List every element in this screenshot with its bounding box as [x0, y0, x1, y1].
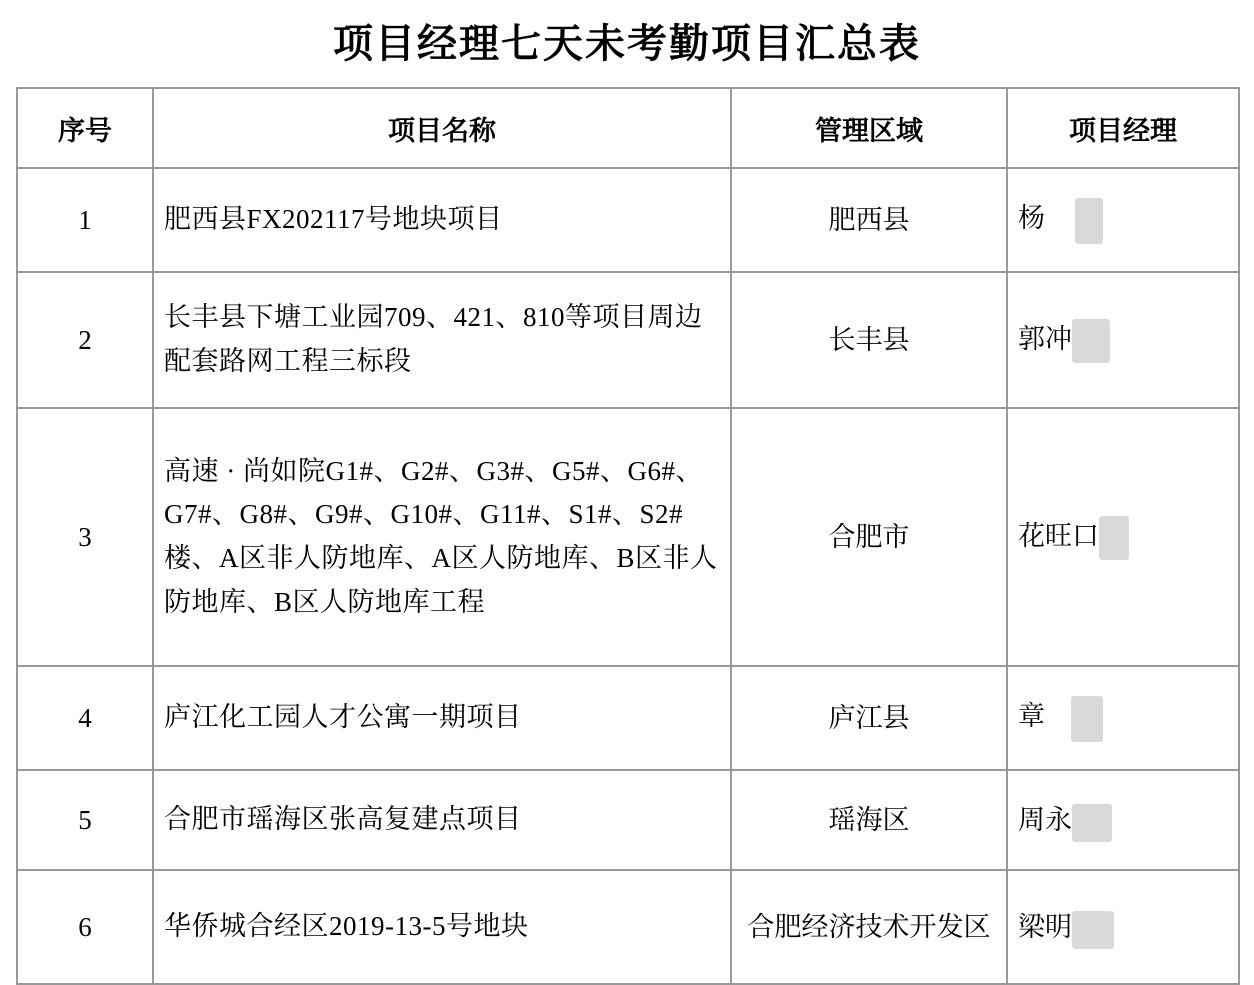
manager-name: 梁明	[1018, 912, 1072, 943]
cell-index: 3	[17, 408, 153, 666]
cell-area: 合肥市	[731, 408, 1007, 666]
cell-manager	[1007, 770, 1239, 870]
column-header-manager: 项目经理	[1007, 88, 1239, 168]
manager-name: 章	[1018, 701, 1045, 732]
table-row	[17, 870, 1239, 984]
cell-area: 瑶海区	[731, 770, 1007, 870]
summary-table	[16, 87, 1240, 985]
page-title: 项目经理七天未考勤项目汇总表	[333, 21, 921, 66]
manager-name: 郭冲	[1018, 323, 1072, 354]
column-header-index: 序号	[17, 88, 153, 168]
cell-manager	[1007, 272, 1239, 408]
cell-index: 5	[17, 770, 153, 870]
cell-manager	[1007, 408, 1239, 666]
cell-project: 庐江化工园人才公寓一期项目	[153, 666, 731, 770]
redaction-block	[1075, 198, 1103, 244]
redaction-block	[1072, 319, 1110, 363]
redaction-block	[1072, 804, 1112, 842]
table-row	[17, 408, 1239, 666]
manager-name: 周永	[1018, 805, 1072, 836]
cell-index: 6	[17, 870, 153, 984]
cell-project: 肥西县FX202117号地块项目	[153, 168, 731, 272]
table-header	[17, 88, 1239, 168]
table-row	[17, 272, 1239, 408]
cell-index: 4	[17, 666, 153, 770]
cell-area: 庐江县	[731, 666, 1007, 770]
table-row	[17, 168, 1239, 272]
cell-project: 长丰县下塘工业园709、421、810等项目周边配套路网工程三标段	[153, 272, 731, 408]
manager-name: 花旺口	[1018, 520, 1099, 551]
cell-area: 长丰县	[731, 272, 1007, 408]
table-row	[17, 770, 1239, 870]
manager-name: 杨	[1018, 203, 1045, 234]
table-body	[17, 168, 1239, 984]
table-row	[17, 666, 1239, 770]
cell-manager	[1007, 870, 1239, 984]
table-header-row	[17, 88, 1239, 168]
cell-project: 华侨城合经区2019-13-5号地块	[153, 870, 731, 984]
cell-index: 2	[17, 272, 153, 408]
redaction-block	[1099, 516, 1129, 560]
cell-project: 高速 · 尚如院G1#、G2#、G3#、G5#、G6#、G7#、G8#、G9#、G10#、G11#、S1#、S2#楼、A区非人防地库、A区人防地库、B区非人防地库、B区人防地库工程	[153, 408, 731, 666]
column-header-area: 管理区域	[731, 88, 1007, 168]
cell-manager	[1007, 666, 1239, 770]
redaction-block	[1071, 696, 1103, 742]
cell-area: 肥西县	[731, 168, 1007, 272]
cell-project: 合肥市瑶海区张高复建点项目	[153, 770, 731, 870]
cell-area: 合肥经济技术开发区	[731, 870, 1007, 984]
cell-index: 1	[17, 168, 153, 272]
cell-manager	[1007, 168, 1239, 272]
column-header-project: 项目名称	[153, 88, 731, 168]
redaction-block	[1072, 911, 1114, 949]
